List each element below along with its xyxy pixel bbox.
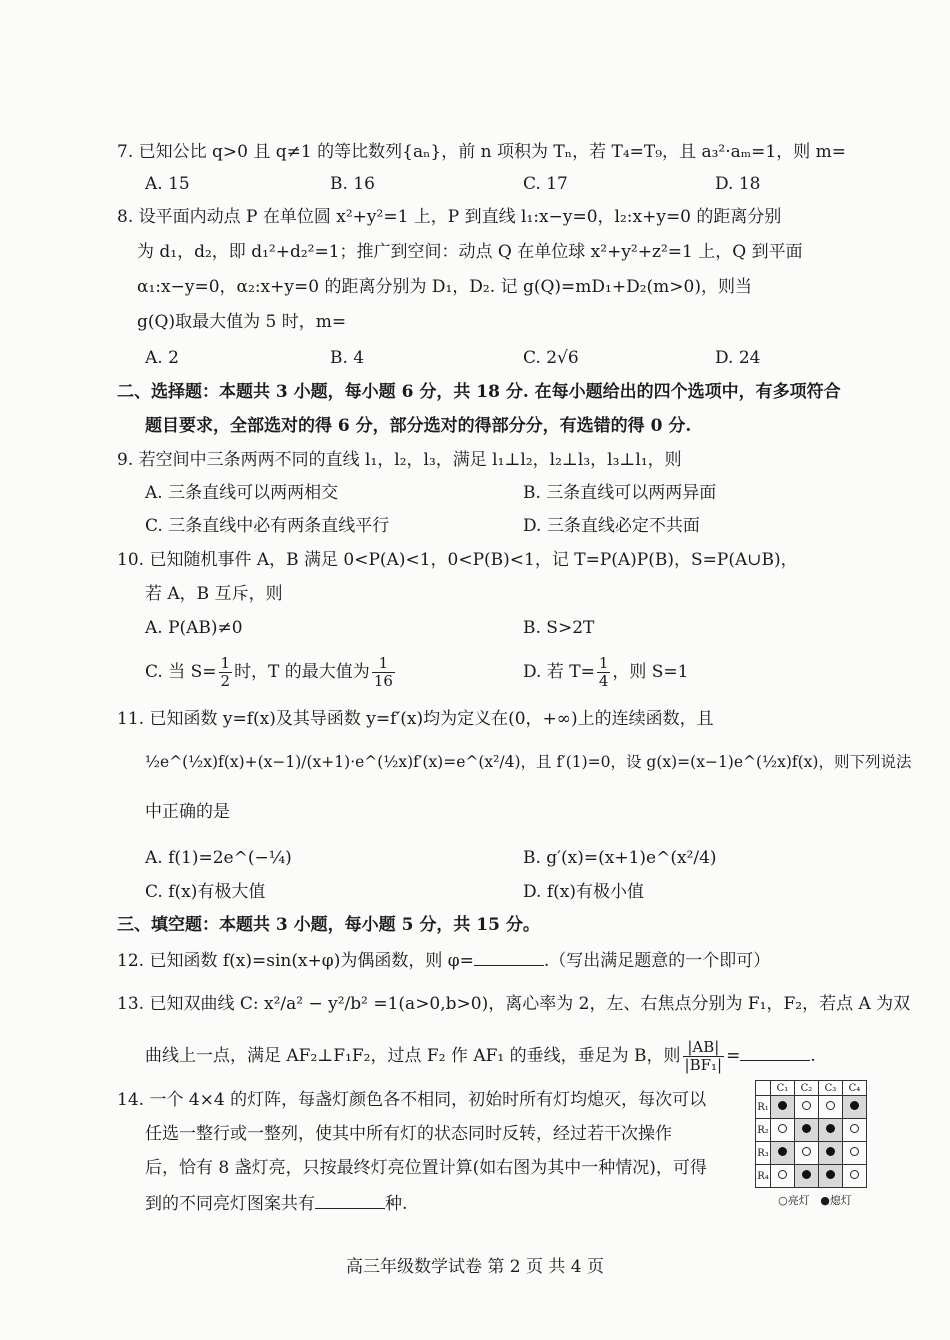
lamp-off-icon xyxy=(826,1124,835,1133)
q14-line-4-text: 到的不同亮灯图案共有 xyxy=(145,1194,315,1214)
q7-option-c: C. 17 xyxy=(523,174,568,194)
lamp-on-icon xyxy=(850,1170,859,1179)
q10-option-d-pre: D. 若 T= xyxy=(523,662,595,682)
grid-col-header: C₂ xyxy=(795,1081,819,1096)
frac-numerator: 1 xyxy=(598,654,609,672)
lamp-cell-lit xyxy=(795,1142,819,1165)
lamp-off-icon xyxy=(850,1101,859,1110)
lamp-on-icon xyxy=(802,1147,811,1156)
q11-line-2: ½e^(½x)f(x)+(x−1)/(x+1)·e^(½x)f′(x)=e^(x²/4)，且 f′(1)=0，设 g(x)=(x−1)e^(½x)f(x)，则下列说法 xyxy=(145,753,912,771)
q9-option-a: A. 三条直线可以两两相交 xyxy=(145,483,339,503)
q13-line-2: 曲线上一点，满足 AF₂⊥F₁F₂，过点 F₂ 作 AF₁ 的垂线，垂足为 B，则 $\frac{|AB|}{\text{|BF₁|}}$ = . xyxy=(145,1038,816,1074)
lamp-cell-unlit xyxy=(795,1165,819,1188)
lamp-cell-lit xyxy=(771,1119,795,1142)
q10-option-c-frac-1 xyxy=(219,655,233,690)
q14-line-4 xyxy=(145,1190,407,1216)
q11-option-a: A. f(1)=2e^(−¼) xyxy=(145,848,292,868)
q8-option-b: B. 4 xyxy=(330,348,365,368)
q10-option-c-mid: 时，T 的最大值为 xyxy=(234,662,370,682)
q13-answer-blank[interactable] xyxy=(740,1042,810,1061)
grid-row-header: R₄ xyxy=(756,1165,771,1188)
q11-line-1: 11. 已知函数 y=f(x)及其导函数 y=f′(x)均为定义在(0，+∞)上的连续函数，且 xyxy=(117,709,714,729)
q8-line-1: 8. 设平面内动点 P 在单位圆 x²+y²=1 上，P 到直线 l₁:x−y=0，l₂:x+y=0 的距离分别 xyxy=(117,207,782,227)
lamp-on-icon xyxy=(778,1170,787,1179)
q12-answer-blank[interactable] xyxy=(474,947,544,966)
q11-option-d: D. f(x)有极小值 xyxy=(523,882,644,902)
q12-line xyxy=(117,947,770,973)
q10-option-b: B. S>2T xyxy=(523,618,595,638)
frac-denominator: 2 xyxy=(220,672,231,690)
lamp-off-icon xyxy=(802,1170,811,1179)
q12-text: 12. 已知函数 f(x)=sin(x+φ)为偶函数，则 φ= xyxy=(117,951,474,971)
q10-option-d-frac xyxy=(597,655,611,690)
q8-option-d: D. 24 xyxy=(715,348,761,368)
frac-denominator: 4 xyxy=(598,672,609,690)
q11-option-c: C. f(x)有极大值 xyxy=(145,882,266,902)
lamp-cell-unlit xyxy=(819,1142,843,1165)
q7-option-a: A. 15 xyxy=(145,174,190,194)
lamp-off-icon xyxy=(826,1147,835,1156)
q11-line-3: 中正确的是 xyxy=(145,802,230,822)
lamp-cell-unlit xyxy=(819,1165,843,1188)
q10-option-d-post: ，则 S=1 xyxy=(612,662,689,682)
frac-numerator: |AB| xyxy=(683,1039,725,1057)
lamp-cell-lit xyxy=(843,1142,867,1165)
q9-stem: 9. 若空间中三条两两不同的直线 l₁，l₂，l₃，满足 l₁⊥l₂，l₂⊥l₃，l₃⊥l₁，则 xyxy=(117,450,682,470)
q8-option-c: C. 2√6 xyxy=(523,348,579,368)
q8-line-4: g(Q)取最大值为 5 时，m= xyxy=(137,312,347,332)
lamp-cell-lit xyxy=(843,1165,867,1188)
grid-row-header: R₃ xyxy=(756,1142,771,1165)
q13-line-2-text: 曲线上一点，满足 AF₂⊥F₁F₂，过点 F₂ 作 AF₁ 的垂线，垂足为 B，则 xyxy=(145,1046,681,1066)
lamp-off-icon xyxy=(826,1170,835,1179)
frac-numerator: 1 xyxy=(372,655,395,673)
lamp-grid xyxy=(755,1080,867,1188)
lamp-off-icon xyxy=(778,1101,787,1110)
q13-ratio-frac xyxy=(683,1039,725,1074)
lamp-off-icon xyxy=(802,1124,811,1133)
q9-option-d: D. 三条直线必定不共面 xyxy=(523,516,700,536)
section-2-heading: 二、选择题：本题共 3 小题，每小题 6 分，共 18 分. 在每小题给出的四个选项中，有多项符合 xyxy=(117,382,841,402)
frac-denominator: 16 xyxy=(373,672,393,690)
lamp-cell-lit xyxy=(819,1096,843,1119)
lamp-grid-figure xyxy=(755,1080,875,1208)
section-3-heading: 三、填空题：本题共 3 小题，每小题 5 分，共 15 分。 xyxy=(117,915,540,935)
q10-option-c xyxy=(145,654,397,690)
lamp-cell-lit xyxy=(843,1119,867,1142)
q10-line-2: 若 A，B 互斥，则 xyxy=(145,584,283,604)
q14-line-1: 14. 一个 4×4 的灯阵，每盏灯颜色各不相同，初始时所有灯均熄灭，每次可以 xyxy=(117,1090,707,1110)
lamp-on-icon xyxy=(850,1147,859,1156)
section-2-heading-cont: 题目要求，全部选对的得 6 分，部分选对的得部分分，有选错的得 0 分. xyxy=(145,416,692,436)
q10-line-1: 10. 已知随机事件 A，B 满足 0<P(A)<1，0<P(B)<1，记 T=P(A)P(B)，S=P(A∪B)， xyxy=(117,550,798,570)
q9-option-b: B. 三条直线可以两两异面 xyxy=(523,483,717,503)
q8-line-3: α₁:x−y=0，α₂:x+y=0 的距离分别为 D₁，D₂. 记 g(Q)=mD₁+D₂(m>0)，则当 xyxy=(137,277,752,297)
q8-line-2: 为 d₁，d₂，即 d₁²+d₂²=1；推广到空间：动点 Q 在单位球 x²+y²+z²=1 上，Q 到平面 xyxy=(137,242,803,262)
frac-numerator: 1 xyxy=(220,654,231,672)
q7-option-d: D. 18 xyxy=(715,174,761,194)
lamp-off-icon xyxy=(778,1147,787,1156)
q10-option-a: A. P(AB)≠0 xyxy=(145,618,243,638)
lamp-cell-unlit xyxy=(843,1096,867,1119)
legend-off: ●熄灯 xyxy=(820,1194,852,1207)
lamp-on-icon xyxy=(778,1124,787,1133)
grid-row-header: R₁ xyxy=(756,1096,771,1119)
q14-answer-blank[interactable] xyxy=(315,1190,385,1209)
page-footer: 高三年级数学试卷 第 2 页 共 4 页 xyxy=(345,1257,605,1277)
lamp-on-icon xyxy=(850,1124,859,1133)
lamp-cell-unlit xyxy=(795,1119,819,1142)
q13-equals: = xyxy=(726,1046,741,1066)
grid-col-header: C₃ xyxy=(819,1081,843,1096)
q10-option-c-pre: C. 当 S= xyxy=(145,662,217,682)
lamp-legend xyxy=(755,1192,875,1208)
q10-option-d xyxy=(523,654,689,690)
q9-option-c: C. 三条直线中必有两条直线平行 xyxy=(145,516,390,536)
q10-option-c-frac-2 xyxy=(372,655,395,690)
q7-option-b: B. 16 xyxy=(330,174,375,194)
q7-stem: 7. 已知公比 q>0 且 q≠1 的等比数列{aₙ}，前 n 项积为 Tₙ，若 T₄=T₉，且 a₃²·aₘ=1，则 m= xyxy=(117,142,847,162)
lamp-cell-unlit xyxy=(819,1119,843,1142)
lamp-cell-lit xyxy=(771,1165,795,1188)
grid-col-header: C₄ xyxy=(843,1081,867,1096)
grid-col-header: C₁ xyxy=(771,1081,795,1096)
frac-denominator: |BF₁| xyxy=(684,1056,723,1074)
q14-tail: 种. xyxy=(385,1194,408,1214)
q14-line-2: 任选一整行或一整列，使其中所有灯的状态同时反转，经过若干次操作 xyxy=(145,1124,672,1144)
lamp-cell-unlit xyxy=(771,1142,795,1165)
legend-on: ○亮灯 xyxy=(778,1194,810,1207)
q8-option-a: A. 2 xyxy=(145,348,179,368)
grid-row-header: R₂ xyxy=(756,1119,771,1142)
lamp-cell-lit xyxy=(795,1096,819,1119)
q12-text-post: .（写出满足题意的一个即可） xyxy=(543,951,771,971)
q14-line-3: 后，恰有 8 盏灯亮，只按最终灯亮位置计算(如右图为其中一种情况)，可得 xyxy=(145,1158,707,1178)
lamp-on-icon xyxy=(826,1101,835,1110)
lamp-on-icon xyxy=(802,1101,811,1110)
grid-corner xyxy=(756,1081,771,1096)
lamp-cell-unlit xyxy=(771,1096,795,1119)
q13-line-1: 13. 已知双曲线 C: x²/a² − y²/b² =1(a>0,b>0)，离心率为 2，左、右焦点分别为 F₁，F₂，若点 A 为双 xyxy=(117,994,911,1014)
q11-option-b: B. g′(x)=(x+1)e^(x²/4) xyxy=(523,848,717,868)
